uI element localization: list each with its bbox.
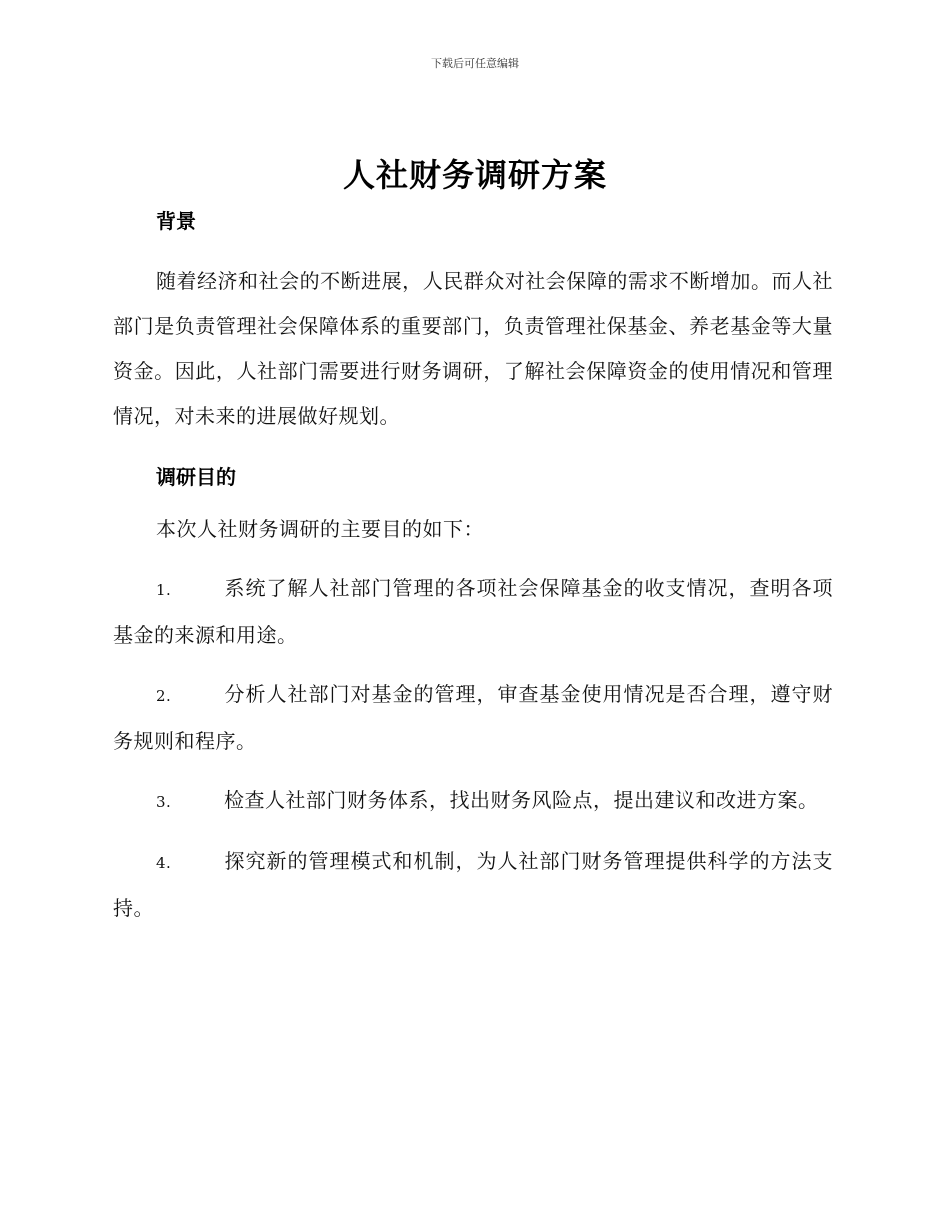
list-item-number: 2.: [156, 687, 172, 705]
list-item: [113, 839, 833, 931]
list-item-text: 检查人社部门财务体系，找出财务风险点，提出建议和改进方案。: [224, 788, 819, 812]
list-item-number: 3.: [156, 793, 172, 811]
list-item: [113, 778, 833, 825]
section-heading-purpose: 调研目的: [156, 465, 236, 489]
list-item-number: 4.: [156, 854, 172, 872]
list-item: [113, 566, 833, 658]
list-item-text: 分析人社部门对基金的管理，审查基金使用情况是否合理，遵守财务规则和程序。: [113, 682, 833, 753]
list-item-number: 1.: [156, 581, 172, 599]
list-item-text: 探究新的管理模式和机制，为人社部门财务管理提供科学的方法支持。: [113, 849, 833, 920]
document-title: 人社财务调研方案: [342, 156, 607, 194]
list-item: [113, 672, 833, 764]
list-item-text: 系统了解人社部门管理的各项社会保障基金的收支情况，查明各项基金的来源和用途。: [113, 576, 833, 647]
section-heading-background: 背景: [156, 209, 196, 233]
header-note: 下载后可任意编辑: [431, 57, 519, 70]
document-body: [113, 205, 833, 931]
purpose-intro: 本次人社财务调研的主要目的如下：: [156, 517, 484, 541]
background-paragraph: 随着经济和社会的不断进展，人民群众对社会保障的需求不断增加。而人社部门是负责管理社会保障体系的重要部门，负责管理社保基金、养老基金等大量资金。因此，人社部门需要进行财务调研，了解社会保障资金的使用情况和管理情况，对未来的进展做好规划。: [113, 269, 833, 428]
